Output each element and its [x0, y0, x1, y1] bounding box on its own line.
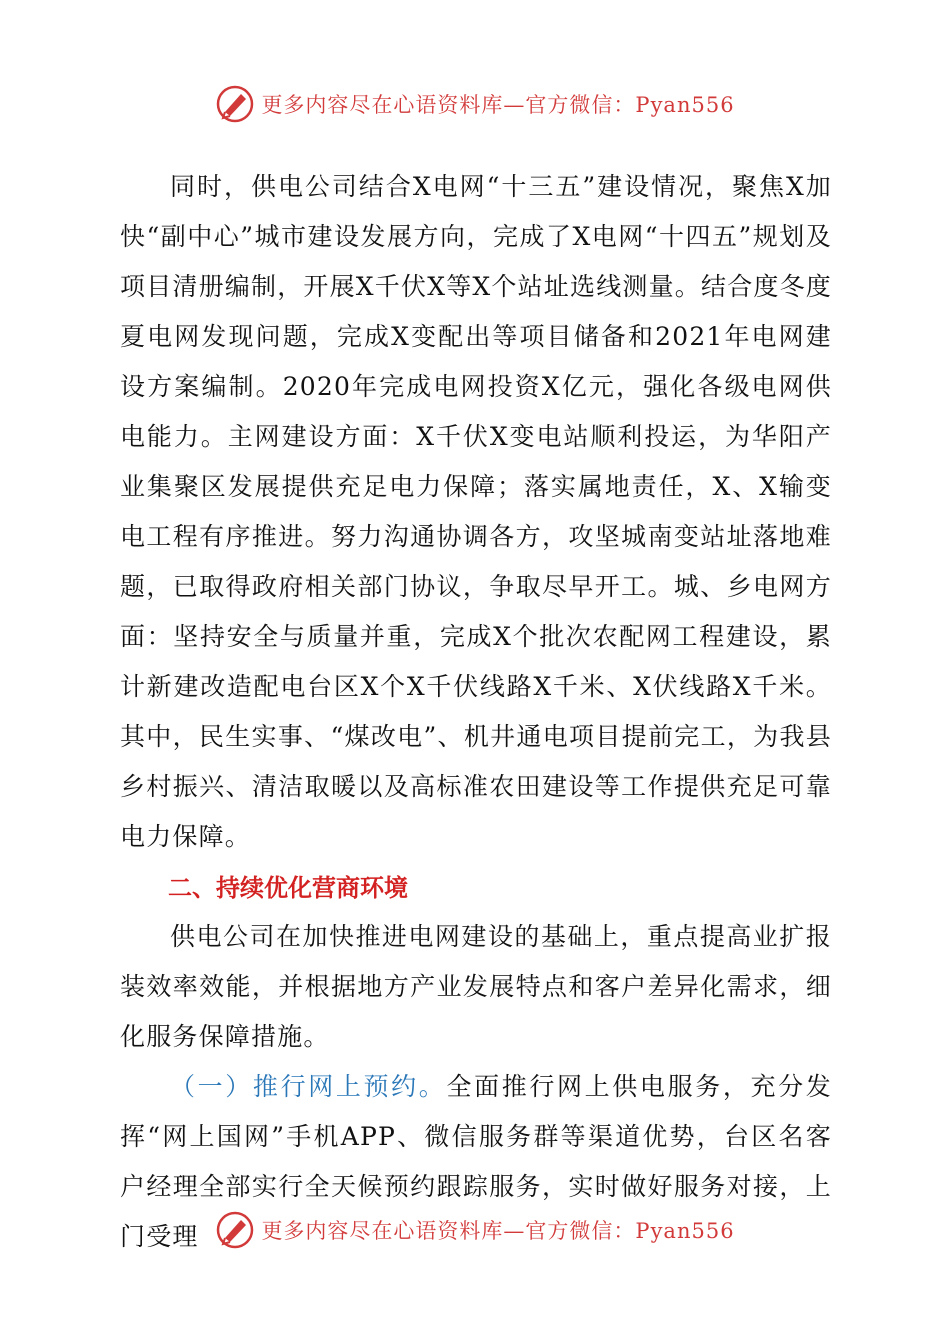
paragraph-grid-construction: 同时，供电公司结合X电网“十三五”建设情况，聚焦X加快“副中心”城市建设发展方向，完成了X电网“十四五”规划及项目清册编制，开展X千伏X等X个站址选线测量。结合度冬度夏电网发现问题，完成X变配出等项目储备和2021年电网建设方案编制。2020年完成电网投资X亿元，强化各级电网供电能力。主网建设方面：X千伏X变电站顺利投运，为华阳产业集聚区发展提供充足电力保障；落实属地责任，X、X输变电工程有序推进。努力沟通协调各方，攻坚城南变站址落地难题，已取得政府相关部门协议，争取尽早开工。城、乡电网方面：坚持安全与质量并重，完成X个批次农配网工程建设，累计新建改造配电台区X个X千伏线路X千米、X伏线路X千米。其中，民生实事、“煤改电”、机井通电项目提前完工，为我县乡村振兴、清洁取暖以及高标准农田建设等工作提供充足可靠电力保障。: [120, 172, 832, 851]
subsection-heading: （一）推行网上预约。: [170, 1072, 447, 1101]
pen-logo-icon: [215, 84, 255, 124]
footer-watermark-text: 更多内容尽在心语资料库—官方微信：Pyan556: [261, 1219, 735, 1243]
header-watermark: [0, 84, 950, 124]
footer-watermark: [0, 1210, 950, 1250]
section-heading: 二、持续优化营商环境: [168, 874, 408, 902]
pen-logo-icon: [215, 1210, 255, 1250]
paragraph-business-environment: 供电公司在加快推进电网建设的基础上，重点提高业扩报装效率效能，并根据地方产业发展特点和客户差异化需求，细化服务保障措施。: [120, 922, 832, 1051]
paragraph-online-booking-text: 全面推行网上供电服务，充分发挥“网上国网”手机APP、微信服务群等渠道优势，台区名客户经理全部实行全天候预约跟踪服务，实时做好服务对接，上门受理: [120, 1072, 832, 1251]
document-body: [120, 162, 832, 1262]
header-watermark-text: 更多内容尽在心语资料库—官方微信：Pyan556: [261, 93, 735, 117]
